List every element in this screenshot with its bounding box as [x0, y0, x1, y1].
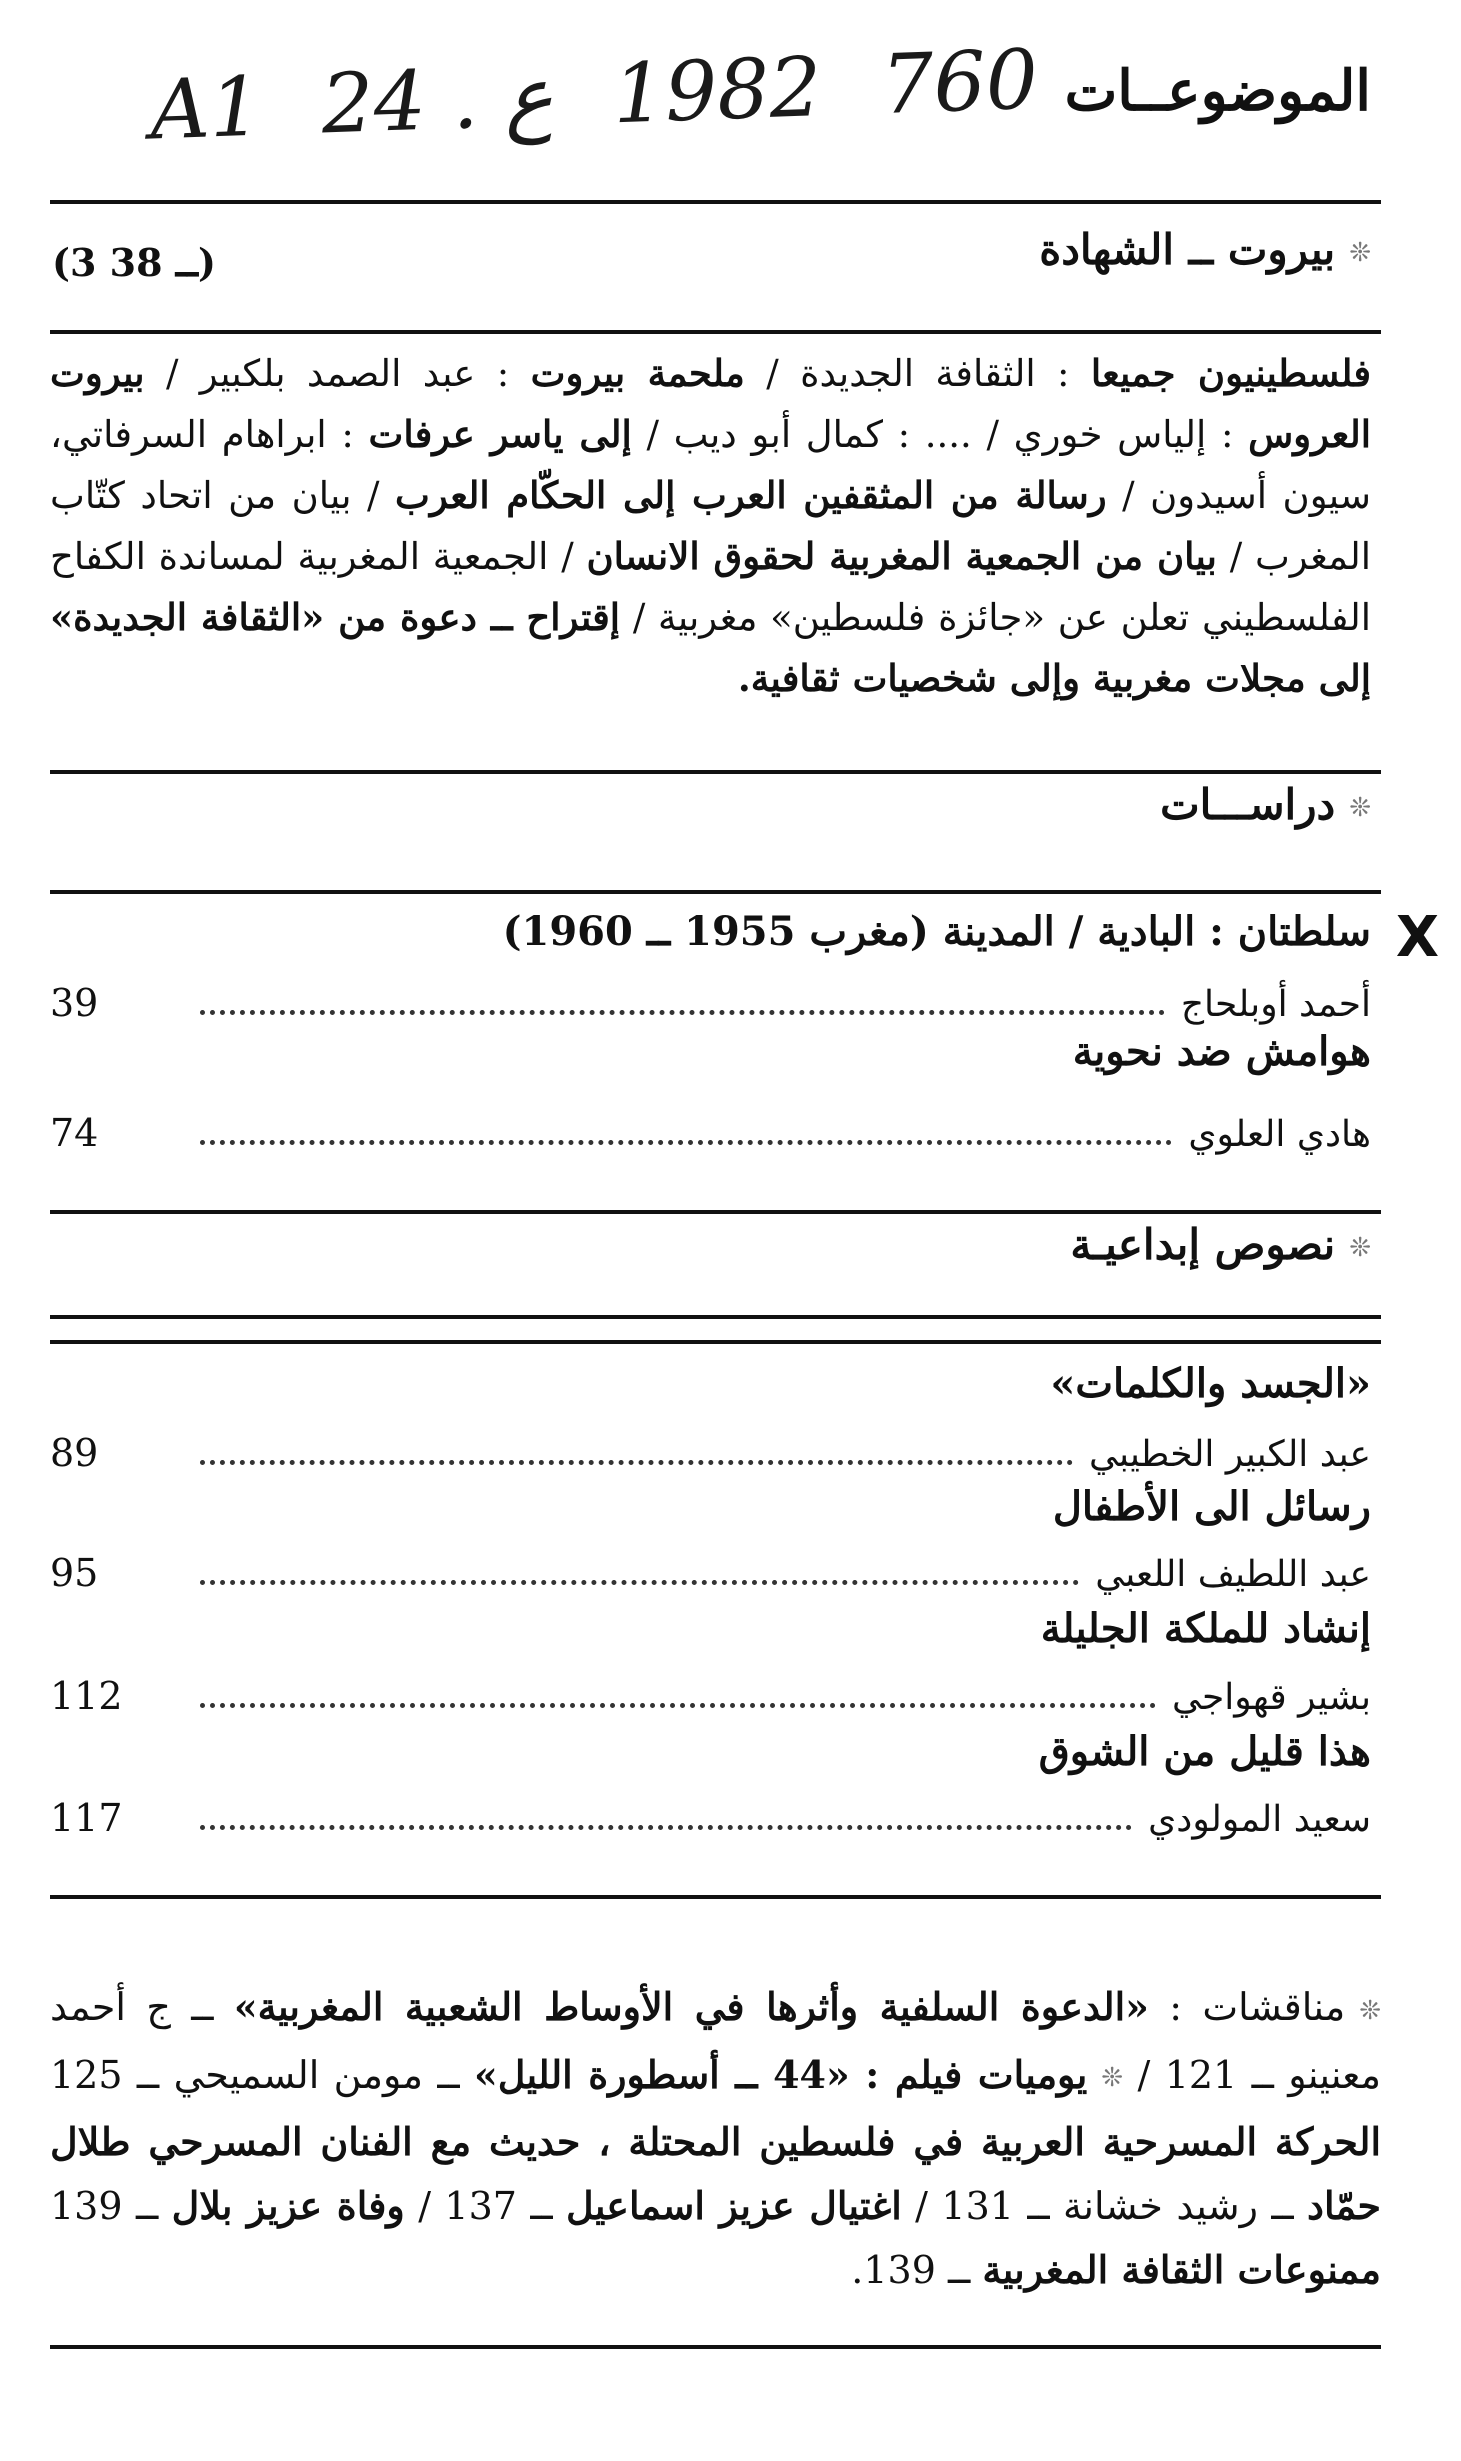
leader-dots [200, 1703, 1156, 1708]
leader-dots [200, 1140, 1172, 1145]
entry-author: : إلياس خوري / .... : كمال أبو ديب / [631, 413, 1249, 456]
entry-author: ــ ج أحمد معنينو ــ 121 / [50, 1985, 1381, 2097]
entry-title: وفاة عزيز بلال [171, 2183, 405, 2228]
section-title-beirut: ❊بيروت ــ الشهادة [1039, 225, 1371, 274]
entry-title: ممنوعات الثقافة المغربية [982, 2247, 1381, 2292]
entry-title: «الجسد والكلمات» [1050, 1360, 1371, 1407]
divider [50, 1315, 1381, 1319]
asterisk-icon: ❊ [1359, 1995, 1381, 2026]
page-number: 117 [50, 1796, 123, 1840]
entry-title: إلى ياسر عرفات [368, 412, 632, 456]
entry-title: يوميات فيلم : «44 ــ أسطورة الليل» [474, 2051, 1088, 2097]
entry-title: اغتيال عزيز اسماعيل [566, 2183, 902, 2228]
entry-title: فلسطينيون جميعا [1090, 351, 1372, 395]
divider [50, 1210, 1381, 1214]
divider [50, 890, 1381, 894]
entry-title: ملحمة بيروت [530, 351, 745, 395]
handwritten-year: 1982 [611, 39, 824, 142]
handwritten-code: A1 [148, 59, 264, 158]
asterisk-icon: ❊ [1349, 1233, 1371, 1263]
leader-dots [200, 1580, 1079, 1585]
divider [50, 770, 1381, 774]
divider [50, 2345, 1381, 2349]
entry-author: : ابراهام السرفاتي، سيون أسيدون / [50, 413, 1371, 517]
entry-title: إقتراح ــ دعوة من «الثقافة الجديدة» إلى مجلات مغربية وإلى شخصيات ثقافية. [50, 595, 1371, 700]
section-beirut-contents [50, 343, 1371, 709]
entry-author: هادي العلوي [1188, 1114, 1371, 1155]
entry-author: عبد الكبير الخطيبي [1088, 1434, 1371, 1475]
entry-title: إنشاد للملكة الجليلة [1040, 1605, 1371, 1652]
toc-entry [50, 1425, 1371, 1475]
page-number: 89 [50, 1431, 99, 1475]
entry-author: : عبد الصمد بلكبير / [144, 352, 531, 395]
section-title-studies: ❊دراســـات [1160, 780, 1371, 829]
entry-author: / الجمعية المغربية لمساندة الكفاح الفلسطيني تعلن عن «جائزة فلسطين» مغربية / [50, 535, 1371, 639]
divider [50, 1895, 1381, 1899]
toc-entry [50, 1668, 1371, 1718]
page-title: الموضوعــات [1064, 58, 1371, 124]
section-discussions [50, 1975, 1381, 2302]
entry-title: «الدعوة السلفية وأثرها في الأوساط الشعبية المغربية» [233, 1984, 1149, 2029]
entry-author: ــ 139 [50, 2184, 172, 2228]
entry-title: رسالة من المثقفين العرب إلى الحكّام العرب [395, 473, 1107, 517]
toc-entry [50, 1105, 1371, 1155]
entry-author: / بيان من اتحاد كتّاب المغرب / [50, 474, 1371, 578]
handwritten-annotation [148, 15, 1040, 176]
entry-label: مناقشات : [1148, 1985, 1346, 2029]
section-title-creative: ❊نصوص إبداعيـة [1070, 1220, 1371, 1269]
asterisk-icon: ❊ [1349, 238, 1371, 268]
x-mark-icon: X [1395, 905, 1439, 970]
toc-entry [50, 1790, 1371, 1840]
page-number: 39 [50, 981, 99, 1025]
leader-dots [200, 1010, 1165, 1015]
entry-title: رسائل الى الأطفال [1052, 1483, 1371, 1530]
asterisk-icon: ❊ [1349, 793, 1371, 823]
entry-author: ــ 139. [851, 2248, 983, 2292]
entry-title: هوامش ضد نحوية [1072, 1028, 1371, 1075]
entry-author: عبد اللطيف اللعبي [1095, 1554, 1371, 1595]
divider [50, 330, 1381, 334]
section-page-range: (3 ــ 38) [52, 240, 217, 285]
toc-entry [50, 1545, 1371, 1595]
entry-author: بشير قهواجي [1172, 1677, 1371, 1718]
divider [50, 1340, 1381, 1344]
asterisk-icon: ❊ [1101, 2063, 1124, 2093]
handwritten-date: 24 . ع [319, 48, 555, 152]
page-number: 74 [50, 1111, 99, 1155]
leader-dots [200, 1460, 1073, 1465]
entry-title: هذا قليل من الشوق [1038, 1728, 1371, 1775]
entry-author: سعيد المولودي [1148, 1799, 1371, 1840]
entry-author: أحمد أوبلحاج [1180, 984, 1371, 1025]
toc-entry [50, 975, 1371, 1025]
leader-dots [200, 1825, 1132, 1830]
handwritten-number: 760 [879, 32, 1040, 133]
entry-author: ــ 137 / [404, 2184, 567, 2228]
divider [50, 200, 1381, 204]
entry-title: سلطتان : البادية / المدينة (مغرب 1955 ــ 1960) [502, 908, 1371, 955]
entry-title: بيروت العروس [50, 351, 1371, 456]
entry-author: ــ رشيد خشانة ــ 131 / [901, 2184, 1308, 2228]
page-number: 95 [50, 1551, 99, 1595]
entry-title: بيان من الجمعية المغربية لحقوق الانسان [586, 534, 1217, 578]
entry-author: : الثقافة الجديدة / [744, 352, 1091, 395]
entry-author: ــ مومن السميحي ــ 125 [50, 2052, 474, 2097]
page-number: 112 [50, 1674, 123, 1718]
entry-title: الحركة المسرحية العربية في فلسطين المحتلة ، حديث مع الفنان المسرحي طلال حمّاد [50, 2119, 1381, 2228]
